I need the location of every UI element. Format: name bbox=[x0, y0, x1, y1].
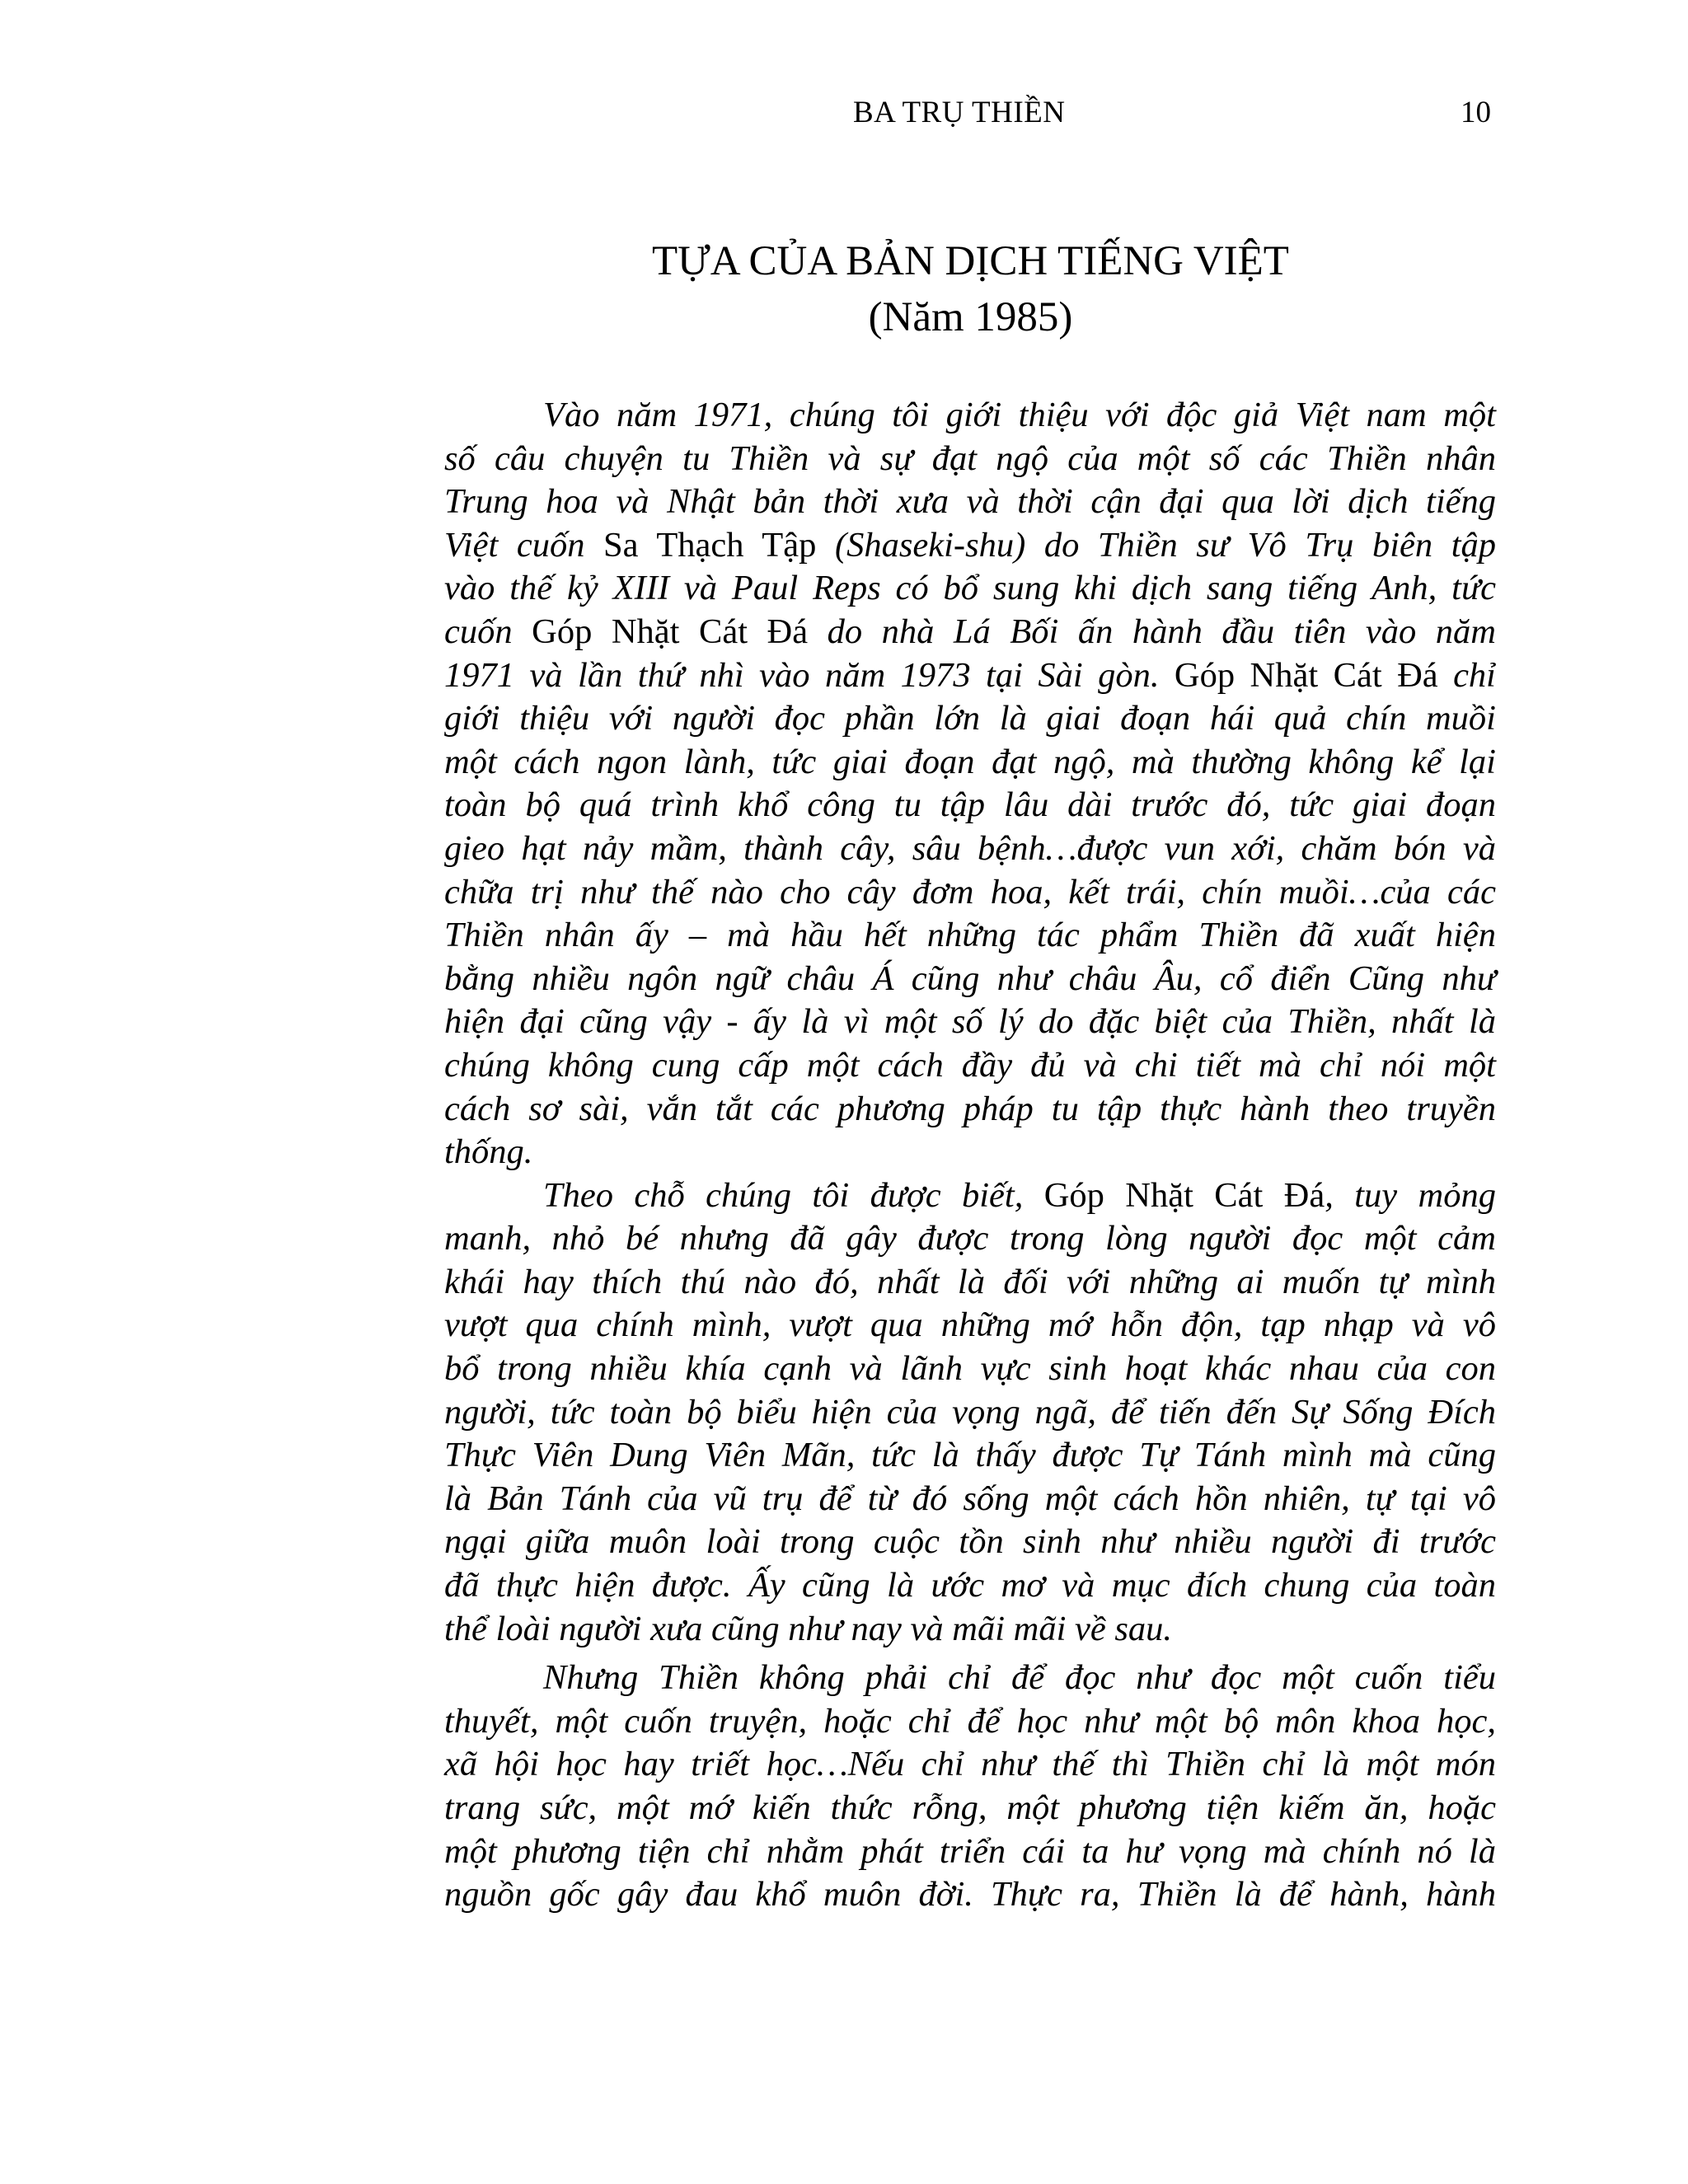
text-line bbox=[444, 1131, 1496, 1174]
text-segment: Theo chỗ chúng tôi được biết, bbox=[543, 1175, 1044, 1215]
chapter-subtitle: (Năm 1985) bbox=[868, 294, 1073, 340]
text-line bbox=[444, 524, 1496, 568]
page-number: 10 bbox=[1461, 96, 1491, 129]
text-line bbox=[444, 741, 1496, 785]
text-line bbox=[444, 1787, 1496, 1830]
text-line bbox=[444, 1261, 1496, 1305]
text-line bbox=[444, 1873, 1496, 1917]
text-segment: thuyết, một cuốn truyện, hoặc chỉ để học như một bộ môn khoa học, bbox=[444, 1701, 1496, 1741]
text-line bbox=[444, 480, 1496, 524]
text-segment: bổ trong nhiều khía cạnh và lãnh vực sinh hoạt khác nhau của con bbox=[444, 1349, 1496, 1389]
text-segment: hiện đại cũng vậy - ấy là vì một số lý do đặc biệt của Thiền, nhất là bbox=[444, 1002, 1496, 1042]
text-line bbox=[444, 1174, 1496, 1218]
book-title: Sa Thạch Tập bbox=[603, 525, 817, 565]
text-segment: Vào năm 1971, chúng tôi giới thiệu với độc giả Việt nam một bbox=[543, 396, 1496, 434]
text-segment: khái hay thích thú nào đó, nhất là đối với những ai muốn tự mình bbox=[444, 1262, 1496, 1301]
text-segment: cuốn bbox=[444, 612, 532, 651]
chapter-title: TỰA CỦA BẢN DỊCH TIẾNG VIỆT bbox=[652, 238, 1289, 284]
text-segment: vượt qua chính mình, vượt qua những mớ hỗn độn, tạp nhạp và vô bbox=[444, 1305, 1496, 1345]
text-line bbox=[444, 1743, 1496, 1787]
text-line bbox=[444, 1657, 1496, 1700]
text-line bbox=[444, 1521, 1496, 1564]
text-line bbox=[444, 1608, 1496, 1652]
text-line bbox=[444, 1478, 1496, 1521]
text-segment: là Bản Tánh của vũ trụ để từ đó sống một cách hồn nhiên, tự tại vô bbox=[444, 1479, 1496, 1518]
text-segment: bằng nhiều ngôn ngữ châu Á cũng như châu Âu, cổ điển Cũng như bbox=[444, 958, 1496, 998]
text-segment: Nhưng Thiền không phải chỉ để đọc như đọc một cuốn tiểu bbox=[543, 1658, 1496, 1698]
text-segment: chỉ bbox=[1437, 655, 1496, 695]
book-title: Góp Nhặt Cát Đá bbox=[1174, 655, 1438, 695]
text-line bbox=[444, 958, 1496, 1001]
text-line bbox=[444, 1391, 1496, 1435]
text-segment: gieo hạt nảy mầm, thành cây, sâu bệnh…được vun xới, chăm bón và bbox=[444, 828, 1496, 868]
text-segment: cách sơ sài, vắn tắt các phương pháp tu tập thực hành theo truyền bbox=[444, 1089, 1496, 1128]
text-line bbox=[444, 1044, 1496, 1088]
text-segment: Việt cuốn bbox=[444, 525, 604, 565]
text-line bbox=[444, 1700, 1496, 1744]
text-line bbox=[444, 1001, 1496, 1044]
text-segment: Trung hoa và Nhật bản thời xưa và thời cận đại qua lời dịch tiếng bbox=[444, 482, 1496, 522]
text-line bbox=[444, 827, 1496, 871]
text-segment: thể loài người xưa cũng như nay và mãi mãi về sau. bbox=[444, 1609, 1173, 1648]
text-segment: chúng không cung cấp một cách đầy đủ và chi tiết mà chỉ nói một bbox=[444, 1045, 1496, 1085]
text-line bbox=[444, 784, 1496, 827]
text-segment: Thiền nhân ấy – mà hầu hết những tác phẩm Thiền đã xuất hiện bbox=[444, 916, 1496, 955]
text-segment: một phương tiện chỉ nhằm phát triển cái ta hư vọng mà chính nó là bbox=[444, 1831, 1496, 1871]
text-line bbox=[444, 611, 1496, 654]
text-line bbox=[444, 1434, 1496, 1478]
chapter-heading bbox=[445, 233, 1496, 345]
text-segment: , tuy mỏng bbox=[1325, 1175, 1496, 1215]
text-segment: toàn bộ quá trình khổ công tu tập lâu dài trước đó, tức giai đoạn bbox=[444, 785, 1496, 825]
book-title: Góp Nhặt Cát Đá bbox=[532, 612, 809, 651]
text-segment: manh, nhỏ bé nhưng đã gây được trong lòng người đọc một cảm bbox=[444, 1219, 1496, 1258]
text-segment: trang sức, một mớ kiến thức rỗng, một phương tiện kiếm ăn, hoặc bbox=[444, 1788, 1496, 1827]
text-line bbox=[444, 567, 1496, 611]
text-line bbox=[444, 1304, 1496, 1347]
text-segment: do nhà Lá Bối ấn hành đầu tiên vào năm bbox=[808, 612, 1496, 651]
text-segment: vào thế kỷ XIII và Paul Reps có bổ sung khi dịch sang tiếng Anh, tức bbox=[444, 569, 1496, 608]
text-line bbox=[444, 394, 1496, 438]
text-line bbox=[444, 1830, 1496, 1874]
text-line bbox=[444, 871, 1496, 915]
text-segment: Thực Viên Dung Viên Mãn, tức là thấy được Tự Tánh mình mà cũng bbox=[444, 1436, 1496, 1475]
text-line bbox=[444, 1217, 1496, 1261]
preface-body bbox=[444, 394, 1496, 1917]
text-segment: thống. bbox=[444, 1132, 533, 1172]
running-header bbox=[0, 95, 1688, 144]
text-line bbox=[444, 1564, 1496, 1608]
text-segment: số câu chuyện tu Thiền và sự đạt ngộ của một số các Thiền nhân bbox=[444, 438, 1496, 478]
text-line bbox=[444, 914, 1496, 958]
text-segment: xã hội học hay triết học…Nếu chỉ như thế thì Thiền chỉ là một món bbox=[444, 1745, 1496, 1784]
text-segment: ngại giữa muôn loài trong cuộc tồn sinh như nhiều người đi trước bbox=[444, 1522, 1496, 1562]
text-segment: người, tức toàn bộ biểu hiện của vọng ngã, để tiến đến Sự Sống Đích bbox=[444, 1392, 1496, 1432]
text-segment: đã thực hiện được. Ấy cũng là ước mơ và mục đích chung của toàn bbox=[444, 1566, 1496, 1605]
text-line bbox=[444, 438, 1496, 481]
text-segment: giới thiệu với người đọc phần lớn là giai đoạn hái quả chín muồi bbox=[444, 699, 1496, 738]
text-segment: chữa trị như thế nào cho cây đơm hoa, kết trái, chín muồi…của các bbox=[444, 872, 1496, 912]
text-segment: nguồn gốc gây đau khổ muôn đời. Thực ra, Thiền là để hành, hành bbox=[444, 1875, 1496, 1915]
text-line bbox=[444, 1088, 1496, 1132]
book-title: Góp Nhặt Cát Đá bbox=[1043, 1175, 1325, 1215]
text-line bbox=[444, 1347, 1496, 1391]
text-segment: (Shaseki-shu) do Thiền sư Vô Trụ biên tập bbox=[816, 525, 1497, 565]
running-title: BA TRỤ THIỀN bbox=[853, 96, 1066, 129]
text-line bbox=[444, 697, 1496, 741]
text-segment: một cách ngon lành, tức giai đoạn đạt ngộ, mà thường không kể lại bbox=[444, 742, 1496, 781]
text-line bbox=[444, 654, 1496, 698]
text-segment: 1971 và lần thứ nhì vào năm 1973 tại Sài gòn. bbox=[444, 655, 1175, 695]
